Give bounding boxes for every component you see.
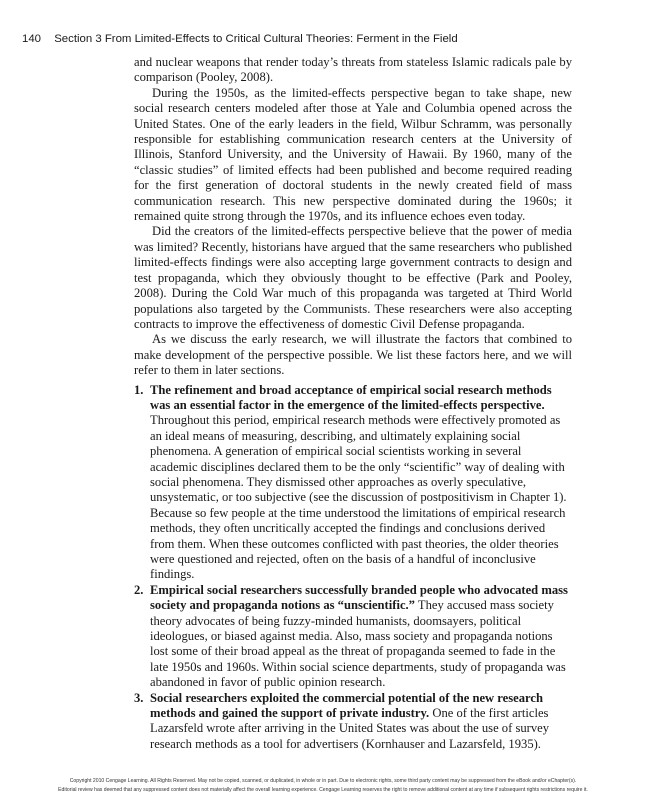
list-item-number: 1. (134, 382, 144, 397)
list-item-number: 3. (134, 690, 144, 705)
copyright-footer (0, 777, 646, 795)
list-item (134, 691, 572, 753)
paragraph: and nuclear weapons that render today’s threats from stateless Islamic radicals pale by comparison (Pooley, 2008). (134, 55, 572, 85)
paragraph: As we discuss the early research, we will illustrate the factors that combined to make development of the perspective possible. We list these factors here, and we will refer to them in later sections. (134, 332, 572, 378)
list-item-text: One of the first articles Lazarsfeld wrote after arriving in the United States was about the use of survey research methods as a tool for advertisers (Kornhauser and Lazarsfeld, 1935). (150, 706, 550, 751)
page-number: 140 (22, 33, 42, 45)
list-item-text: They accused mass society theory advocates of being fuzzy-minded humanists, doomsayers, political ideologues, or biased against media. Also, mass society and propaganda notions lost some of their broad appeal as the threat of propaganda seemed to fade in the late 1950s and 1960s. Within social science departments, study of propaganda was abandoned in favor of public opinion research. (150, 598, 566, 690)
factor-list (134, 383, 572, 753)
list-item-number: 2. (134, 582, 144, 597)
copyright-line: Copyright 2010 Cengage Learning. All Rights Reserved. May not be copied, scanned, or duplicated, in whole or in part. Due to electronic rights, some third party content may be suppressed from the eBook and/or eChapter(s). (69, 778, 577, 784)
copyright-line: Editorial review has deemed that any suppressed content does not materially affect the overall learning experience. Cengage Learning reserves the right to remove additional content at any time if subsequent rights restrictions require it. (58, 787, 588, 793)
paragraph: Did the creators of the limited-effects perspective believe that the power of media was limited? Recently, historians have argued that the same researchers who published limited-effects findings were also accepting large government contracts to design and test propaganda, which they obviously thought to be effective (Park and Pooley, 2008). During the Cold War much of this propaganda was targeted at Third World populations also targeted by the Communists. These researchers were also accepting contracts to improve the effectiveness of domestic Civil Defense propaganda. (134, 224, 572, 331)
running-header (22, 33, 622, 45)
list-item-lead: The refinement and broad acceptance of empirical social research methods was an essential factor in the emergence of the limited-effects perspective. (150, 382, 552, 412)
paragraph: During the 1950s, as the limited-effects perspective began to take shape, new social research centers modeled after those at Yale and Columbia opened across the United States. One of the early leaders in the field, Wilbur Schramm, was personally responsible for establishing communication research centers at the University of Illinois, Stanford University, and the University of Hawaii. By 1960, many of the “classic studies” of limited effects had been published and become required reading for the first generation of doctoral students in the newly created field of mass communication research. This new perspective dominated during the 1960s; it remained quite strong through the 1970s, and its influence echoes even today. (134, 85, 572, 224)
list-item (134, 383, 572, 583)
running-title: Section 3 From Limited-Effects to Critical Cultural Theories: Ferment in the Field (54, 33, 458, 45)
body-text (134, 55, 572, 752)
list-item-lead: Empirical social researchers successfully branded people who advocated mass society and propaganda notions as “unscientific.” (150, 582, 568, 613)
list-item-lead: Social researchers exploited the commercial potential of the new research methods and gained the support of private industry. (150, 690, 544, 721)
list-item (134, 583, 572, 691)
list-item-text: Throughout this period, empirical research methods were effectively promoted as an ideal means of measuring, describing, and ultimately explaining social phenomena. A generation of empirical social scientists working in several academic disciplines declared them to be the only “scientific” way of dealing with social phenomena. They dismissed other approaches as overly speculative, unsystematic, or too subjective (see the discussion of postpositivism in Chapter 1). Because so few people at the time understood the limitations of empirical research methods, they often uncritically accepted the findings and conclusions derived from them. When these outcomes conflicted with past theories, the older theories were questioned and rejected, often on the basis of a handful of inconclusive findings. (150, 413, 567, 582)
